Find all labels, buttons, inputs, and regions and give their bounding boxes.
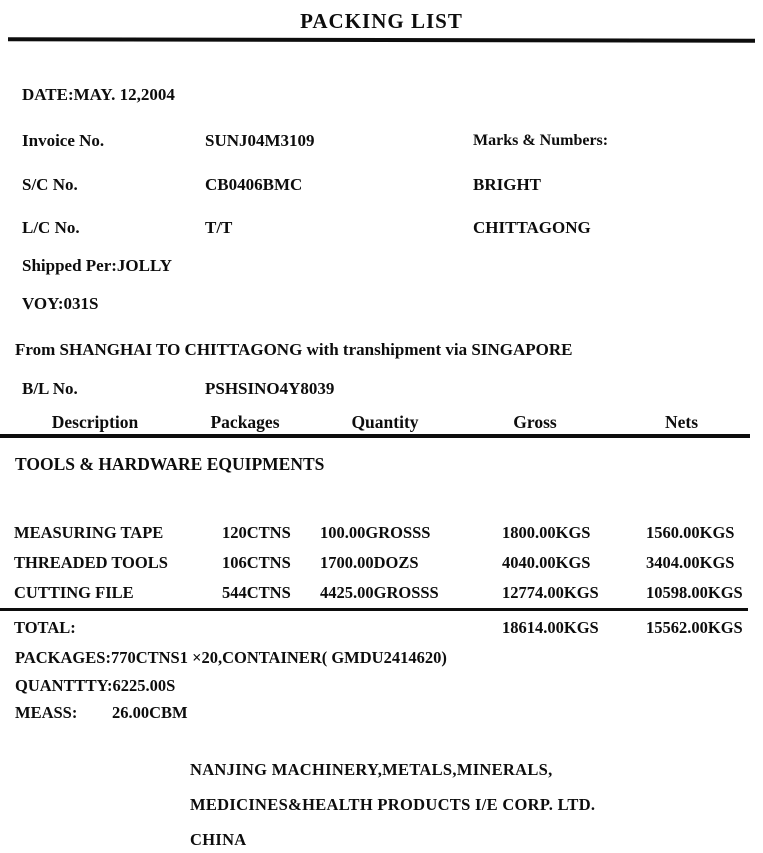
cell-packages: 106CTNS <box>222 553 291 572</box>
voyage-line: VOY:031S <box>22 294 99 313</box>
bl-no-value: PSHSINO4Y8039 <box>205 379 335 398</box>
cell-description: MEASURING TAPE <box>14 523 164 542</box>
header-packages: Packages <box>210 412 280 432</box>
header-nets: Nets <box>664 412 699 432</box>
cell-quantity: 100.00GROSSS <box>320 523 431 542</box>
sc-no-value: CB0406BMC <box>205 175 303 194</box>
lc-no-label: L/C No. <box>22 218 80 237</box>
top-divider <box>8 37 755 43</box>
cell-packages: 544CTNS <box>222 583 291 602</box>
shipped-per-line: Shipped Per:JOLLY <box>22 256 173 275</box>
cell-description: THREADED TOOLS <box>14 553 168 572</box>
cell-nets: 3404.00KGS <box>646 553 735 572</box>
marks-numbers-label: Marks & Numbers: <box>473 132 609 149</box>
header-gross: Gross <box>513 412 557 432</box>
table-total-divider <box>0 608 748 611</box>
company-country: CHINA <box>190 830 247 849</box>
cell-quantity: 4425.00GROSSS <box>320 583 439 602</box>
cell-gross: 12774.00KGS <box>502 583 599 602</box>
route-line: From SHANGHAI TO CHITTAGONG with transhipment via SINGAPORE <box>15 340 573 359</box>
table-header-divider <box>0 434 750 438</box>
cell-gross: 4040.00KGS <box>502 553 591 572</box>
marks-value-bright: BRIGHT <box>473 175 542 194</box>
bl-no-label: B/L No. <box>22 379 78 398</box>
document-title: PACKING LIST <box>300 9 463 33</box>
invoice-no-value: SUNJ04M3109 <box>205 131 315 150</box>
sc-no-label: S/C No. <box>22 175 78 194</box>
cell-quantity: 1700.00DOZS <box>320 553 419 572</box>
meass-value: 26.00CBM <box>112 703 188 722</box>
total-nets: 15562.00KGS <box>646 618 743 637</box>
lc-no-value: T/T <box>205 218 233 237</box>
table-header-row <box>0 414 763 432</box>
cell-nets: 10598.00KGS <box>646 583 743 602</box>
company-name-line2: MEDICINES&HEALTH PRODUCTS I/E CORP. LTD. <box>190 795 596 814</box>
packages-summary-line: PACKAGES:770CTNS1 ×20,CONTAINER( GMDU2414620) <box>15 648 447 667</box>
meass-label: MEASS: <box>15 703 78 722</box>
header-description: Description <box>51 412 139 432</box>
cell-gross: 1800.00KGS <box>502 523 591 542</box>
cell-description: CUTTING FILE <box>14 583 134 602</box>
cell-nets: 1560.00KGS <box>646 523 735 542</box>
table-row <box>0 585 763 602</box>
total-gross: 18614.00KGS <box>502 618 599 637</box>
company-name-line1: NANJING MACHINERY,METALS,MINERALS, <box>190 760 553 779</box>
quantity-summary-line: QUANTTTY:6225.00S <box>15 676 176 695</box>
total-label: TOTAL: <box>14 618 76 637</box>
header-quantity: Quantity <box>351 412 419 432</box>
table-total-row <box>0 620 763 637</box>
table-row <box>0 525 763 542</box>
table-row <box>0 555 763 572</box>
invoice-no-label: Invoice No. <box>22 131 105 150</box>
cell-packages: 120CTNS <box>222 523 291 542</box>
goods-section-title: TOOLS & HARDWARE EQUIPMENTS <box>15 454 325 474</box>
date-line: DATE:MAY. 12,2004 <box>22 85 175 104</box>
marks-value-chittagong: CHITTAGONG <box>473 218 591 237</box>
